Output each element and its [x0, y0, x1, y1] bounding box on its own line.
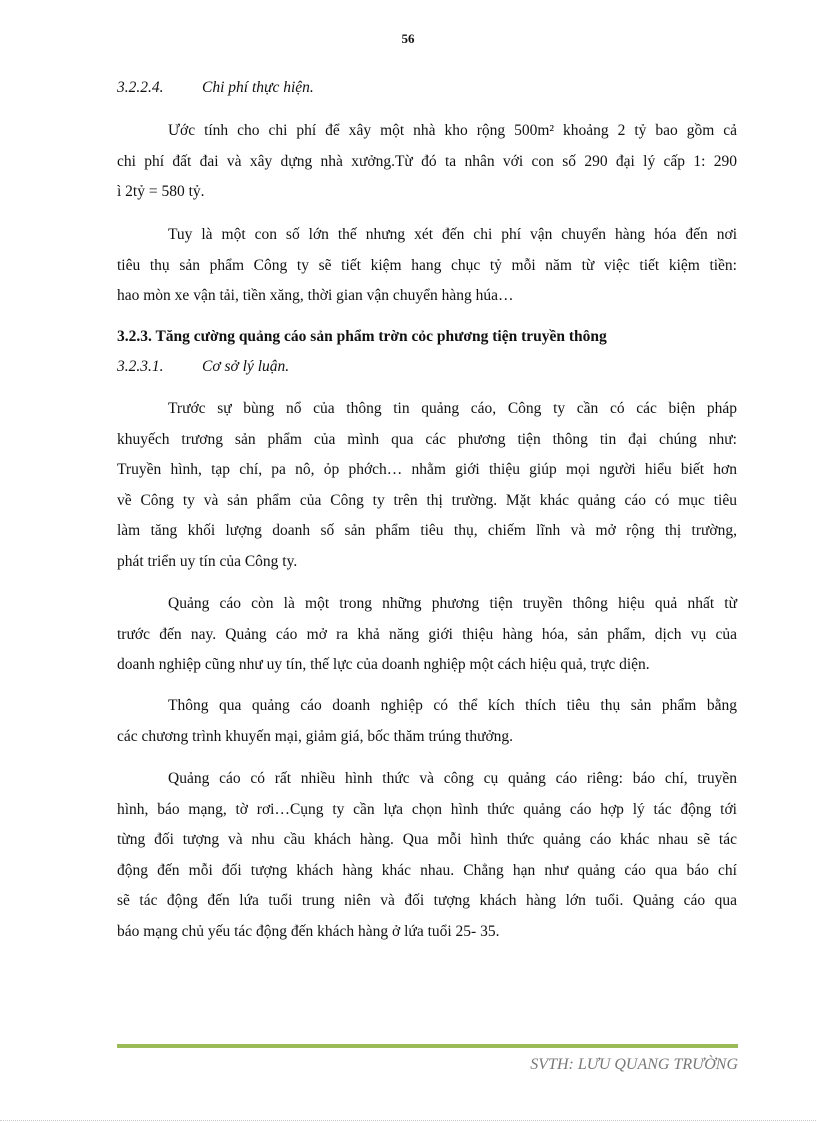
- paragraph-line: Tuy là một con số lớn thế nhưng xét đến chi phí vận chuyển hàng hóa đến nơi: [168, 226, 737, 243]
- paragraph: [117, 589, 737, 681]
- paragraph-line: Truyền hình, tạp chí, pa nô, ỏp phớch… nhằm giới thiệu giúp mọi người hiểu biết hơn: [117, 461, 737, 479]
- paragraph-line: sẽ tác động đến lứa tuổi trung niên và đối tượng khách hàng lớn tuổi. Quảng cáo qua: [117, 892, 737, 910]
- paragraph-line: ì 2tỷ = 580 tỷ.: [117, 183, 205, 201]
- page-number: 56: [401, 31, 415, 46]
- paragraph-line: Quảng cáo còn là một trong những phương tiện truyền thông hiệu quả nhất từ: [168, 595, 737, 612]
- paragraph-line: từng đối tượng và nhu cầu khách hàng. Qua mỗi hình thức quảng cáo khác nhau sẽ tác: [117, 831, 737, 849]
- heading-number: 3.2.3.1.: [117, 358, 164, 375]
- paragraph-line: khuyếch trương sản phẩm của mình qua các phương tiện thông tin đại chúng như:: [117, 430, 737, 448]
- paragraph-line: động đến mỗi đối tượng khách hàng khác nhau. Chẳng hạn như quảng cáo qua báo chí: [117, 861, 737, 879]
- paragraph-line: doanh nghiệp cũng như uy tín, thế lực của doanh nghiệp một cách hiệu quả, trực diện.: [117, 656, 650, 674]
- paragraph-line: trước đến nay. Quảng cáo mở ra khả năng giới thiệu hàng hóa, sản phẩm, dịch vụ của: [117, 625, 737, 643]
- footer-rule: [117, 1044, 738, 1048]
- paragraph-line: Ước tính cho chi phí để xây một nhà kho rộng 500m² khoảng 2 tỷ bao gồm cả: [168, 122, 737, 139]
- page-boundary: [0, 1120, 816, 1121]
- paragraph: [117, 764, 737, 948]
- heading-title: Chi phí thực hiện.: [202, 79, 314, 96]
- paragraph-line: Quảng cáo có rất nhiều hình thức và công cụ quảng cáo riêng: báo chí, truyền: [168, 770, 737, 787]
- paragraph-line: hao mòn xe vận tải, tiền xăng, thời gian vận chuyển hàng húa…: [117, 287, 514, 305]
- paragraph-line: tiêu thụ sản phẩm Công ty sẽ tiết kiệm hang chục tỷ mỗi năm từ việc tiết kiệm tiền:: [117, 256, 737, 274]
- paragraph-line: Thông qua quảng cáo doanh nghiệp có thể kích thích tiêu thụ sản phẩm bằng: [168, 697, 737, 714]
- paragraph: [117, 691, 737, 752]
- paragraph-line: các chương trình khuyến mại, giảm giá, bốc thăm trúng thưởng.: [117, 727, 514, 745]
- paragraph: [117, 116, 737, 208]
- heading-text: 3.2.3. Tăng cường quảng cáo sản phẩm trờn cỏc phương tiện truyền thông: [117, 328, 607, 345]
- subsection-heading: [117, 352, 737, 383]
- paragraph: [117, 394, 737, 578]
- paragraph-line: Trước sự bùng nổ của thông tin quảng cáo, Công ty cần có các biện pháp: [168, 400, 737, 417]
- heading-number: 3.2.2.4.: [117, 79, 164, 96]
- paragraph-line: làm tăng khối lượng doanh số sản phẩm tiêu thụ, chiếm lĩnh và mở rộng thị trường,: [117, 522, 737, 540]
- footer-author: SVTH: LƯU QUANG TRƯỜNG: [530, 1056, 738, 1073]
- paragraph-line: về Công ty và sản phẩm của Công ty trên thị trường. Mặt khác quảng cáo có mục tiêu: [117, 491, 737, 509]
- paragraph-line: hình, báo mạng, tờ rơi…Cụng ty cần lựa chọn hình thức quảng cáo hợp lý tác động tới: [117, 800, 737, 818]
- paragraph-line: chi phí đất đai và xây dựng nhà xưởng.Từ đó ta nhân với con số 290 đại lý cấp 1: 290: [117, 152, 737, 170]
- paragraph: [117, 220, 737, 312]
- paragraph-line: báo mạng chủ yếu tác động đến khách hàng ở lứa tuổi 25- 35.: [117, 922, 500, 940]
- paragraph-line: phát triển uy tín của Công ty.: [117, 552, 298, 570]
- subsection-heading: [117, 73, 737, 104]
- section-heading: [117, 322, 737, 353]
- heading-title: Cơ sở lý luận.: [202, 358, 290, 375]
